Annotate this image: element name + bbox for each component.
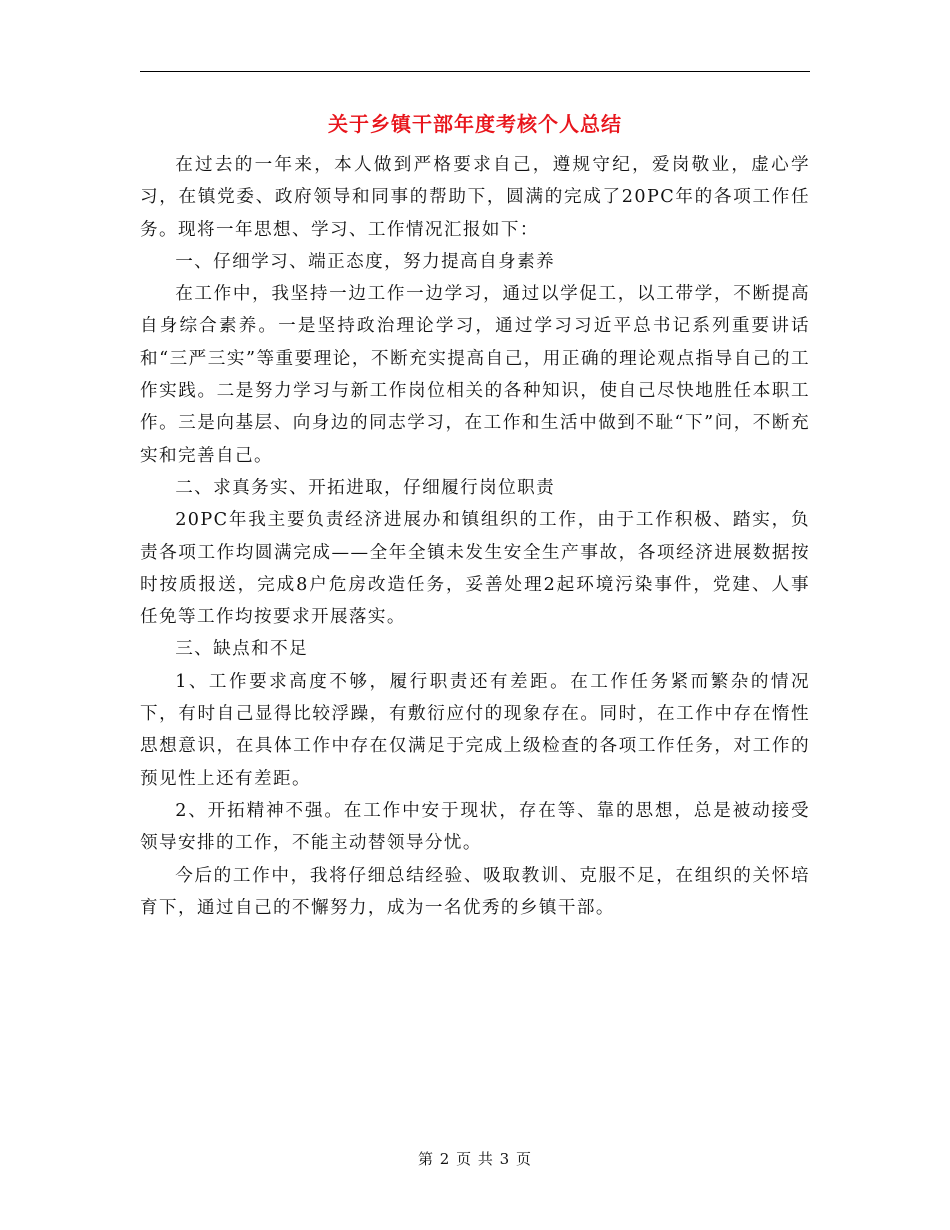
paragraph-duties: 20PC年我主要负责经济进展办和镇组织的工作，由于工作积极、踏实，负责各项工作均圆满完成——全年全镇未发生安全生产事故，各项经济进展数据按时按质报送，完成8户危房改造任务，妥善处理2起环境污染事件，党建、人事任免等工作均按要求开展落实。	[140, 510, 810, 628]
section-heading-duties: 二、求真务实、开拓进取，仔细履行岗位职责	[175, 477, 556, 498]
header-rule	[140, 71, 810, 72]
document-body	[140, 149, 810, 924]
page-number: 第 2 页 共 3 页	[418, 1150, 532, 1168]
paragraph-intro: 在过去的一年来，本人做到严格要求自己，遵规守纪，爱岗敬业，虚心学习，在镇党委、政府领导和同事的帮助下，圆满的完成了20PC年的各项工作任务。现将一年思想、学习、工作情况汇报如下：	[140, 155, 810, 240]
paragraph-study: 在工作中，我坚持一边工作一边学习，通过以学促工，以工带学，不断提高自身综合素养。一是坚持政治理论学习，通过学习习近平总书记系列重要讲话和“三严三实”等重要理论，不断充实提高自己，用正确的理论观点指导自己的工作实践。二是努力学习与新工作岗位相关的各种知识，使自己尽快地胜任本职工作。三是向基层、向身边的同志学习，在工作和生活中做到不耻“下”问，不断充实和完善自己。	[140, 284, 810, 466]
paragraph-conclusion: 今后的工作中，我将仔细总结经验、吸取教训、克服不足，在组织的关怀培育下，通过自己的不懈努力，成为一名优秀的乡镇干部。	[140, 865, 810, 918]
section-heading-study: 一、仔细学习、端正态度，努力提高自身素养	[175, 251, 556, 272]
document-title: 关于乡镇干部年度考核个人总结	[328, 112, 622, 136]
paragraph-shortcoming-2: 2、开拓精神不强。在工作中安于现状，存在等、靠的思想，总是被动接受领导安排的工作，不能主动替领导分忧。	[140, 800, 810, 854]
section-heading-shortcomings: 三、缺点和不足	[175, 639, 309, 660]
paragraph-shortcoming-1: 1、工作要求高度不够，履行职责还有差距。在工作任务紧而繁杂的情况下，有时自己显得比较浮躁，有敷衍应付的现象存在。同时，在工作中存在惰性思想意识，在具体工作中存在仅满足于完成上级检查的各项工作任务，对工作的预见性上还有差距。	[140, 671, 810, 789]
